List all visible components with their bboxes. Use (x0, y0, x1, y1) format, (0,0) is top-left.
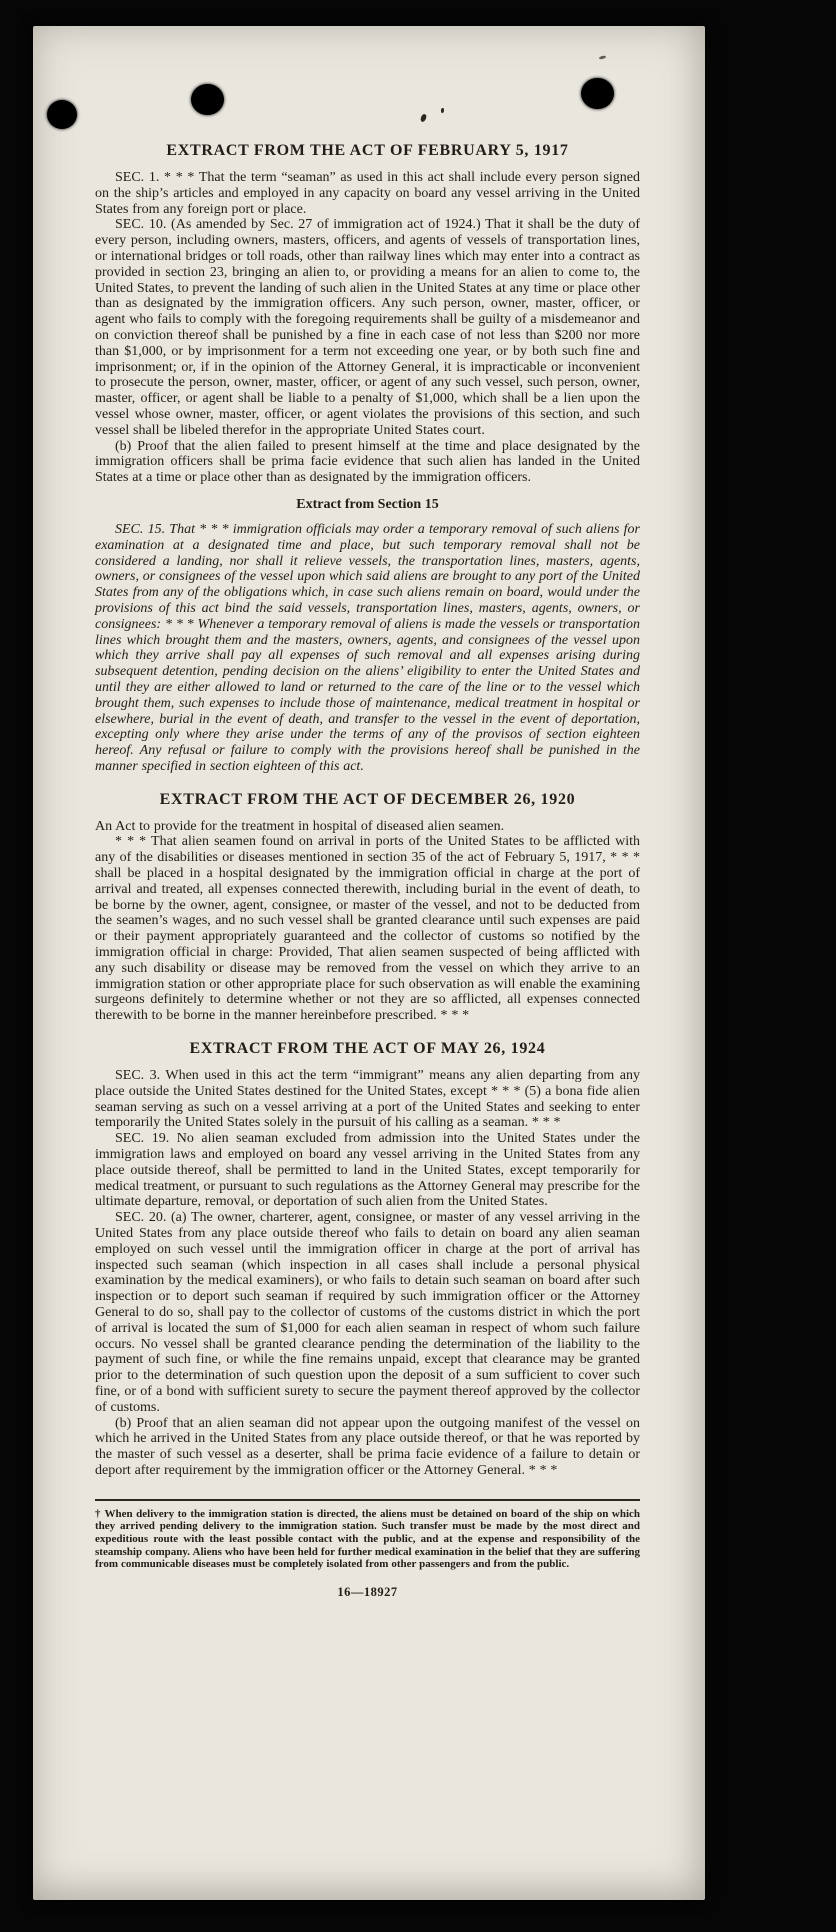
ink-speck (420, 113, 427, 122)
paragraph-sec-1: SEC. 1. * * * That the term “seaman” as used in this act shall include every person signed on the ship’s articles and employed in any capacity on board any vessel arriving in the United States from any foreign port or place. (95, 170, 640, 217)
section-title: EXTRACT FROM THE ACT OF FEBRUARY 5, 1917 (166, 142, 569, 159)
paragraph-sec-15-extract: SEC. 15. That * * * immigration officials may order a temporary removal of such aliens for examination at a designated time and place, but such temporary removal shall not be considered a landing, nor shall it relieve vessels, the transportation lines, masters, agents, owners, or consignees of the vessel upon which said aliens are brought to any port of the United States from any of the obligations which, in case such aliens remain on board, would under the provisions of this act bind the said vessels, transportation lines, masters, agents, owners, or consignees: * * * Whenever a temporary removal of aliens is made the vessels or transportation lines which brought them and the masters, owners, agents, and consignees of the vessel upon which they arrive shall pay all expenses of such removal and all expenses arising during subsequent detention, pending decision on the aliens’ eligibility to enter the United States and until they are either allowed to land or returned to the care of the line or to the vessel which brought them, such expenses to include those of maintenance, medical treatment in hospital or elsewhere, burial in the event of death, and transfer to the vessel in the event of deportation, excepting only where they arise under the terms of any of the provisos of section eighteen hereof. Any refusal or failure to comply with the provisions hereof shall be punished in the manner specified in section eighteen of this act. (95, 521, 640, 774)
section-title: EXTRACT FROM THE ACT OF DECEMBER 26, 1920 (159, 790, 576, 808)
paragraph-alien-seamen-hospital: * * * That alien seamen found on arrival in ports of the United States to be afflicted with any of the disabilities or diseases mentioned in section 35 of the act of February 5, 1917, * * * shall be placed in a hospital designated by the immigration official in charge at the port of arrival and treated, all expenses connected therewith, including burial in the event of death, to be borne by the owner, agent, consignee, or master of the vessel, and not to be deducted from the seamen’s wages, and no such vessel shall be granted clearance until such expenses are paid or their payment appropriately guaranteed and the collector of customs so notified by the immigration official in charge: Provided, That alien seamen suspected of being afflicted with any such disability or disease may be removed from the vessel on which they arrive to an immigration station or other appropriate place for such observation as will enable the examining surgeons definitely to determine whether or not they are so afflicted, all expenses connected therewith to be borne in the manner hereinbefore prescribed. * * * (95, 834, 640, 1024)
act-section-dec-26-1920 (95, 791, 640, 1024)
paragraph-sec-10: SEC. 10. (As amended by Sec. 27 of immigration act of 1924.) That it shall be the duty of every person, including owners, masters, officers, and agents of vessels of transportation lines, or international bridges or toll roads, other than railway lines which may enter into a contract as provided in section 23, bringing an alien to, or providing a means for an alien to come to, the United States, to prevent the landing of such alien in the United States at any time or place other than as designated by the immigration officers. Any such person, owner, master, officer, or agent who fails to comply with the foregoing requirements shall be guilty of a misdemeanor and on conviction thereof shall be punished by a fine in each case of not less than $200 nor more than $1,000, or by imprisonment for a term not exceeding one year, or by both such fine and imprisonment; or, if in the opinion of the Attorney General, it is impracticable or inconvenient to prosecute the person, owner, master, officer, or agent of any such vessel, such person, owner, master, officer, or agent shall be liable to a penalty of $1,000, which shall be a lien upon the vessel whose owner, master, officer, or agent violates the provisions of this section, and such vessel shall be libeled therefor in the appropriate United States court. (95, 217, 640, 438)
act-section-feb-5-1917 (95, 142, 640, 775)
paragraph-sec-19: SEC. 19. No alien seaman excluded from admission into the United States under the immigration laws and employed on board any vessel arriving in the United States from any place outside thereof, shall be permitted to land in the United States, except temporarily for medical treatment, or pursuant to such regulations as the Attorney General may prescribe for the ultimate departure, removal, or deportation of such alien from the United States. (95, 1131, 640, 1210)
paragraph-b-proof: (b) Proof that the alien failed to present himself at the time and place designated by the immigration officers shall be prima facie evidence that such alien has landed in the United States at a time or place other than as designated by the immigration officers. (95, 438, 640, 486)
paragraph-b-proof-manifest: (b) Proof that an alien seaman did not appear upon the outgoing manifest of the vessel on which he arrived in the United States from any place outside thereof, or that he was reported by the master of such vessel as a deserter, shall be prima facie evidence of a failure to detain or deport after requirement by the immigration officer or the Attorney General. * * * (95, 1415, 640, 1478)
ink-speck (441, 108, 444, 113)
paragraph-act-intro: An Act to provide for the treatment in hospital of diseased alien seamen. (95, 818, 505, 834)
subheading-extract-section-15: Extract from Section 15 (296, 496, 439, 512)
section-title: EXTRACT FROM THE ACT OF MAY 26, 1924 (189, 1040, 546, 1058)
punch-hole-right (581, 78, 614, 109)
footnote-dagger: † When delivery to the immigration station is directed, the aliens must be detained on board of the ship on which they arrived pending delivery to the immigration station. Such transfer must be made by the most direct and expeditious route with the least possible contact with the public, and at the expense and responsibility of the steamship company. Aliens who have been held for further medical examination in the belief that they are suffering from communicable diseases must be completely isolated from other passengers and from the public. (95, 1507, 640, 1571)
act-section-may-26-1924 (95, 1040, 640, 1479)
page-stamp: 16—18927 (337, 1584, 398, 1599)
punch-hole-center (191, 84, 224, 115)
punch-hole-left (47, 100, 77, 129)
footnote-block (95, 1499, 640, 1571)
paragraph-sec-3: SEC. 3. When used in this act the term “immigrant” means any alien departing from any place outside the United States destined for the United States, except * * * (5) a bona fide alien seaman serving as such on a vessel arriving at a port of the United States and seeking to enter temporarily the United States solely in the pursuit of his calling as a seaman. * * * (95, 1068, 640, 1131)
document-page (33, 26, 705, 1900)
ink-speck (599, 55, 606, 59)
document-content (95, 142, 640, 1600)
paragraph-sec-20: SEC. 20. (a) The owner, charterer, agent, consignee, or master of any vessel arriving in the United States from any place outside thereof who fails to detain on board any alien seaman employed on such vessel until the immigration officer in charge at the port of arrival has inspected such seaman (which inspection in all cases shall include a personal physical examination by the medical examiners), or who fails to detain such seaman on board after such inspection or to deport such seaman if required by such immigration officer or the Attorney General to do so, shall pay to the collector of customs of the customs district in which the port of arrival is located the sum of $1,000 for each alien seaman in respect of whom such failure occurs. No vessel shall be granted clearance pending the determination of the liability to the payment of such fine, or while the fine remains unpaid, except that clearance may be granted prior to the determination of such question upon the deposit of a sum sufficient to cover such fine, or of a bond with sufficient surety to secure the payment thereof approved by the collector of customs. (95, 1210, 640, 1415)
